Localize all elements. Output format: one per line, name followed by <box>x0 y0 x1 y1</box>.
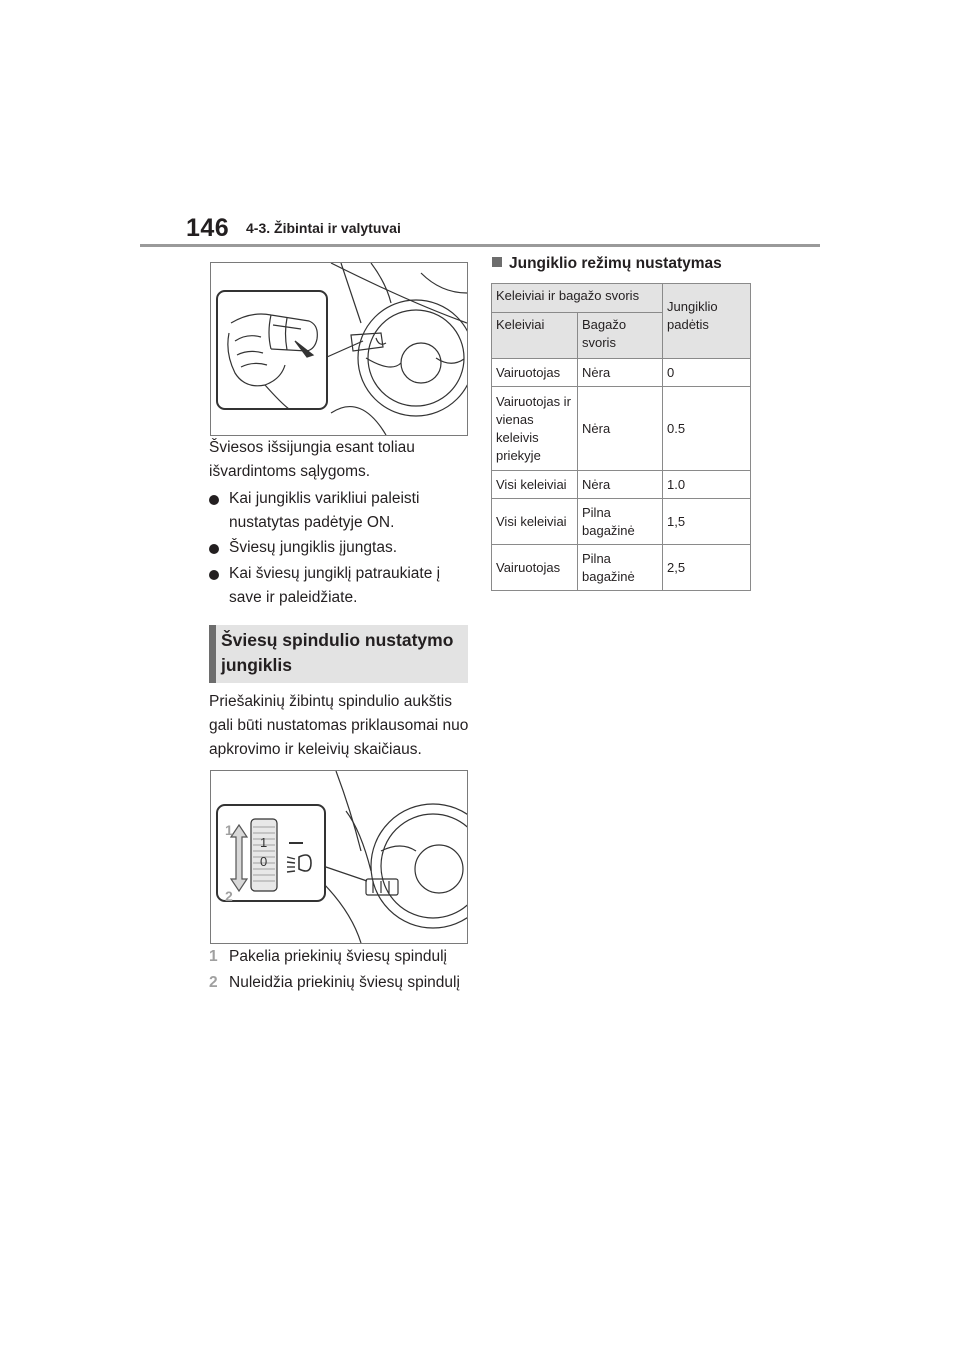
table-row <box>492 359 751 387</box>
list-item <box>209 562 471 610</box>
table-row <box>492 499 751 545</box>
table-row <box>492 471 751 499</box>
cell-position: 1,5 <box>663 499 751 545</box>
section-heading-line2: jungiklis <box>221 655 292 675</box>
list-item <box>209 487 471 535</box>
cell-luggage: Nėra <box>578 359 663 387</box>
item-number: 2 <box>209 974 218 991</box>
cell-passengers: Visi keleiviai <box>492 499 578 545</box>
section-title-header: 4-3. Žibintai ir valytuvai <box>246 220 401 236</box>
numbered-item <box>209 971 471 995</box>
header-switch-position: Jungiklio padėtis <box>663 284 751 359</box>
marker-2: 2 <box>225 888 233 904</box>
numbered-item <box>209 945 471 969</box>
cell-passengers: Vairuotojas ir vienas keleivis priekyje <box>492 387 578 471</box>
cell-position: 0 <box>663 359 751 387</box>
bullet-text: Kai jungiklis varikliui paleisti nustatytas padėtyje ON. <box>229 490 420 531</box>
header-passengers: Keleiviai <box>492 313 578 359</box>
bullet-icon <box>209 570 219 580</box>
bullet-text: Kai šviesų jungiklį patraukiate į save ir paleidžiate. <box>229 565 441 606</box>
section-heading-line1: Šviesų spindulio nustatymo <box>221 630 454 650</box>
cell-luggage: Pilna bagažinė <box>578 545 663 591</box>
description-paragraph: Priešakinių žibintų spindulio aukštis gali būti nustatomas priklausomai nuo apkrovimo ir keleivių skaičiaus. <box>209 693 469 758</box>
item-number: 1 <box>209 948 218 965</box>
header-load-group: Keleiviai ir bagažo svoris <box>492 284 663 313</box>
marker-1: 1 <box>225 822 233 838</box>
bullet-icon <box>209 544 219 554</box>
bullet-icon <box>209 495 219 505</box>
list-item <box>209 536 471 560</box>
page-number: 146 <box>186 214 230 242</box>
table-row <box>492 387 751 471</box>
cell-position: 0.5 <box>663 387 751 471</box>
intro-paragraph: Šviesos išsijungia esant toliau išvardintoms sąlygoms. <box>209 439 415 480</box>
item-text: Pakelia priekinių šviesų spindulį <box>229 948 447 965</box>
header-divider <box>140 244 820 247</box>
cell-position: 2,5 <box>663 545 751 591</box>
cell-luggage: Nėra <box>578 471 663 499</box>
bullet-text: Šviesų jungiklis įjungtas. <box>229 539 398 556</box>
headlight-lever-illustration <box>210 262 468 436</box>
load-settings-table <box>491 283 751 591</box>
cell-passengers: Vairuotojas <box>492 359 578 387</box>
table-heading <box>492 255 722 273</box>
header-luggage: Bagažo svoris <box>578 313 663 359</box>
cell-luggage: Pilna bagažinė <box>578 499 663 545</box>
cell-passengers: Vairuotojas <box>492 545 578 591</box>
square-bullet-icon <box>492 257 502 267</box>
beam-level-dial-illustration <box>210 770 468 944</box>
item-text: Nuleidžia priekinių šviesų spindulį <box>229 974 460 991</box>
cell-passengers: Visi keleiviai <box>492 471 578 499</box>
dial-label-0: 0 <box>260 854 268 869</box>
dial-label-1: 1 <box>260 835 268 850</box>
table-row <box>492 545 751 591</box>
section-heading <box>209 625 468 683</box>
table-heading-text: Jungiklio režimų nustatymas <box>509 255 722 272</box>
cell-position: 1.0 <box>663 471 751 499</box>
cell-luggage: Nėra <box>578 387 663 471</box>
